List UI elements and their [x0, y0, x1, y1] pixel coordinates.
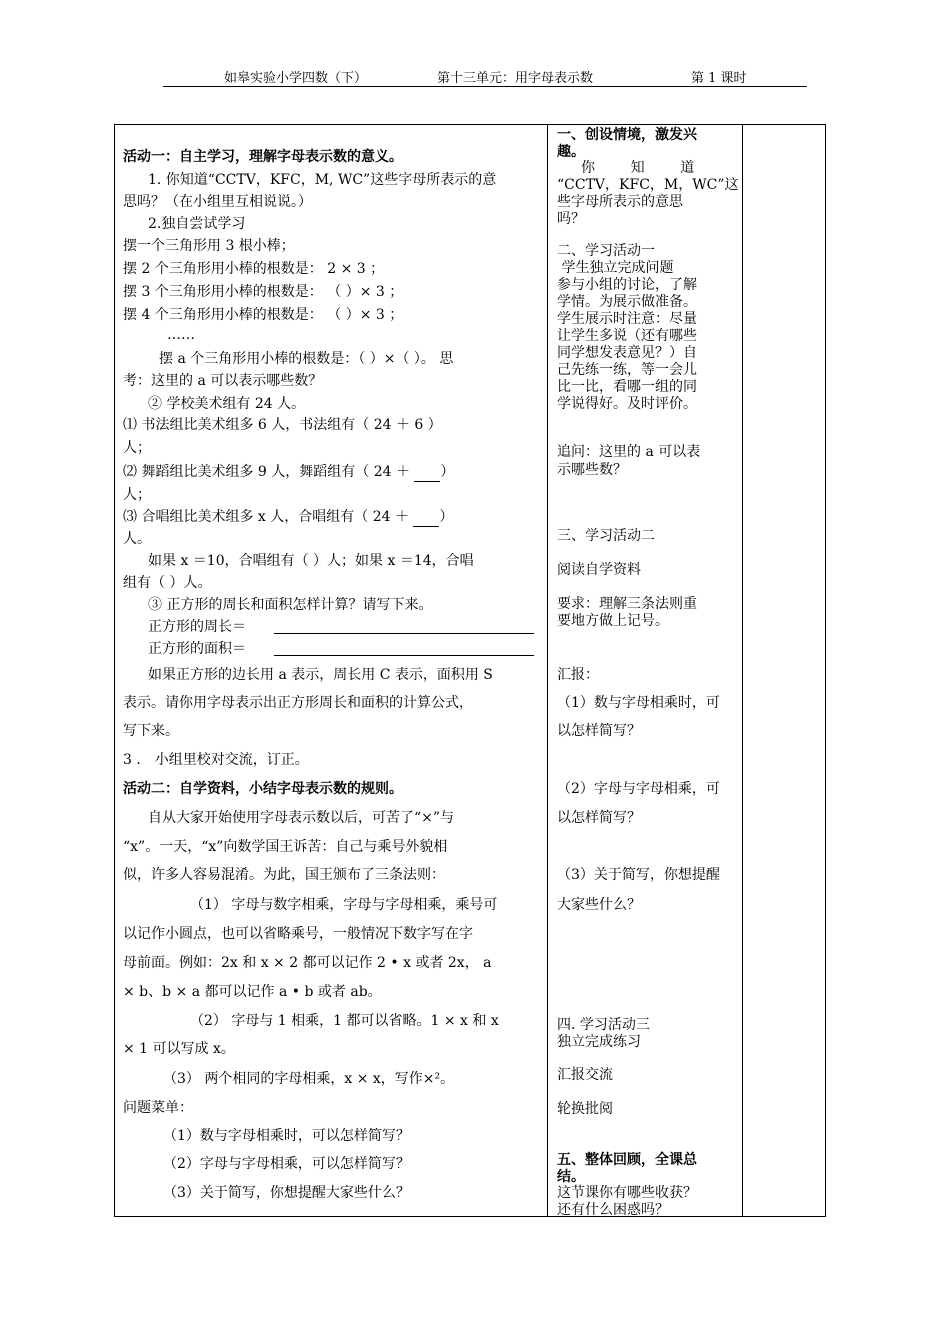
- ellipsis: ……: [167, 327, 195, 343]
- choir-line2: 人。: [123, 531, 151, 547]
- section3-requirement-line2: 要地方做上记号。: [557, 613, 669, 629]
- formula-line1: 如果正方形的边长用 a 表示，周长用 C 表示，面积用 S: [148, 667, 493, 683]
- section4-title: 四. 学习活动三: [557, 1017, 650, 1033]
- activity2-title: 活动二：自学资料，小结字母表示数的规则。: [123, 781, 403, 797]
- group-check: 3 ． 小组里校对交流，订正。: [123, 752, 309, 768]
- rule1-line2: 以记作小圆点，也可以省略乘号，一般情况下数字写在字: [123, 926, 473, 942]
- story-line1: 自从大家开始使用字母表示数以后，可苦了“×”与: [148, 810, 455, 826]
- notes-column[interactable]: [743, 125, 826, 1216]
- section4-exchange: 汇报交流: [557, 1067, 613, 1083]
- menu-item-2: （2）字母与字母相乘，可以怎样简写？: [163, 1156, 410, 1172]
- rule1-line3: 母前面。例如：2x 和 x × 2 都可以记作 2 • x 或者 2x， a: [123, 955, 492, 971]
- calligraphy-line1: ⑴ 书法组比美术组多 6 人，书法组有（ 24 ＋ 6 ）: [123, 417, 442, 433]
- choir-paren: ）: [439, 509, 454, 525]
- section2-line3: 学情。为展示做准备。: [557, 294, 697, 310]
- choir-text: ⑶ 合唱组比美术组多 x 人，合唱组有（ 24 ＋: [123, 509, 414, 525]
- report3-line1: （3）关于简写，你想提醒: [557, 867, 720, 883]
- report2-line2: 以怎样简写？: [557, 810, 641, 826]
- if-x-line2: 组有（ ）人。: [123, 575, 212, 591]
- section2-line6: 同学想发表意见？）自: [557, 345, 697, 361]
- section5-title-line1: 五、整体回顾，全课总: [557, 1152, 697, 1168]
- section5-line1: 这节课你有哪些收获？: [557, 1185, 697, 1201]
- triangle-a-line1: 摆 a 个三角形用小棒的根数是：（ ）×（ ）。 思: [159, 351, 454, 367]
- section2-line5: 让学生多说（还有哪些: [557, 328, 697, 344]
- dance-text: ⑵ 舞蹈组比美术组多 9 人，舞蹈组有（ 24 ＋: [123, 464, 415, 480]
- calligraphy-line2: 人；: [123, 440, 151, 456]
- dance-paren: ）: [440, 464, 455, 480]
- section3-title: 三、学习活动二: [557, 528, 655, 544]
- rule3: （3） 两个相同的字母相乘，x × x，写作×²。: [163, 1071, 455, 1087]
- triangle-4: 摆 4 个三角形用小棒的根数是： （ ）× 3 ；: [123, 307, 404, 323]
- report3-line2: 大家些什么？: [557, 897, 641, 913]
- section1-title-line2: 趣。: [557, 144, 585, 160]
- section3-read: 阅读自学资料: [557, 562, 641, 578]
- header-unit: 第十三单元：用字母表示数: [437, 71, 594, 86]
- question2-title: 2.独自尝试学习: [148, 216, 246, 232]
- section2-line9: 学说得好。及时评价。: [557, 396, 697, 412]
- perimeter-label: 正方形的周长＝: [148, 619, 246, 635]
- section2-line7: 己先练一练，等一会儿: [557, 362, 697, 378]
- section5-line2: 还有什么困惑吗？: [557, 1202, 669, 1218]
- section2-line1: 学生独立完成问题: [557, 260, 674, 276]
- menu-title: 问题菜单：: [123, 1100, 193, 1116]
- section3-requirement-line1: 要求：理解三条法则重: [557, 596, 697, 612]
- section2-line8: 比一比，看哪一组的同: [557, 379, 697, 395]
- question1-line2: 思吗？（在小组里互相说说。）: [123, 194, 312, 210]
- report-label: 汇报：: [557, 667, 599, 683]
- area-label: 正方形的面积＝: [148, 641, 246, 657]
- section1-line4: 吗？: [557, 211, 585, 227]
- activity1-title: 活动一：自主学习，理解字母表示数的意义。: [123, 149, 403, 165]
- art-group: ② 学校美术组有 24 人。: [148, 396, 306, 412]
- section2-line4: 学生展示时注意：尽量: [557, 311, 697, 327]
- rule1-line1: （1） 字母与数字相乘，字母与字母相乘，乘号可: [190, 897, 498, 913]
- column-divider-1: [547, 125, 548, 1216]
- section2-line2: 参与小组的讨论，了解: [557, 277, 697, 293]
- section4-check: 轮换批阅: [557, 1101, 613, 1117]
- section1-title-line1: 一、创设情境，激发兴: [557, 127, 697, 143]
- report1-line2: 以怎样简写？: [557, 723, 641, 739]
- area-answer-line[interactable]: [274, 655, 534, 656]
- header-lesson: 第 1 课时: [691, 71, 747, 86]
- square-question: ③ 正方形的周长和面积怎样计算？请写下来。: [148, 597, 433, 613]
- menu-item-3: （3）关于简写，你想提醒大家些什么？: [163, 1185, 410, 1201]
- triangle-2: 摆 2 个三角形用小棒的根数是： 2 × 3 ；: [123, 261, 385, 277]
- follow-up-line2: 示哪些数？: [557, 462, 627, 478]
- formula-line3: 写下来。: [123, 723, 179, 739]
- section1-line2: “CCTV，KFC，M，WC”这: [557, 177, 739, 193]
- follow-up-line1: 追问：这里的 a 可以表: [557, 444, 701, 460]
- if-x-line1: 如果 x ＝10，合唱组有（ ）人；如果 x ＝14，合唱: [148, 553, 474, 569]
- report2-line1: （2）字母与字母相乘，可: [557, 781, 720, 797]
- choir-line1: [123, 508, 453, 527]
- menu-item-1: （1）数与字母相乘时，可以怎样简写？: [163, 1128, 410, 1144]
- section2-title: 二、学习活动一: [557, 243, 655, 259]
- story-line2: “x”。一天，“x”向数学国王诉苦：自己与乘号外貌相: [123, 839, 448, 855]
- report1-line1: （1）数与字母相乘时，可: [557, 695, 720, 711]
- section1-line3: 些字母所表示的意思: [557, 194, 683, 210]
- formula-line2: 表示。请你用字母表示出正方形周长和面积的计算公式，: [123, 695, 473, 711]
- rule1-line4: × b、b × a 都可以记作 a • b 或者 ab。: [123, 984, 382, 1000]
- section4-line1: 独立完成练习: [557, 1034, 641, 1050]
- story-line3: 似，许多人容易混淆。为此，国王颁布了三条法则：: [123, 867, 445, 883]
- rule2-line2: × 1 可以写成 x。: [123, 1041, 235, 1057]
- section5-title-line2: 结。: [557, 1169, 585, 1185]
- section1-line1: 你 知 道: [581, 160, 695, 176]
- page-header: [163, 66, 807, 87]
- dance-line1: [123, 463, 454, 482]
- choir-blank[interactable]: [413, 508, 439, 527]
- rule2-line1: （2） 字母与 1 相乘，1 都可以省略。1 × x 和 x: [190, 1013, 499, 1029]
- dance-line2: 人；: [123, 487, 151, 503]
- perimeter-answer-line[interactable]: [274, 633, 534, 634]
- lesson-plan-table: [114, 124, 826, 1217]
- header-school: 如皋实验小学四数（下）: [224, 71, 368, 86]
- triangle-3: 摆 3 个三角形用小棒的根数是： （ ）× 3 ；: [123, 284, 404, 300]
- triangle-a-line2: 考：这里的 a 可以表示哪些数？: [123, 373, 323, 389]
- triangle-1: 摆一个三角形用 3 根小棒；: [123, 238, 295, 254]
- dance-blank[interactable]: [414, 463, 440, 482]
- question1-line1: 1. 你知道“CCTV，KFC，M, WC”这些字母所表示的意: [148, 172, 497, 188]
